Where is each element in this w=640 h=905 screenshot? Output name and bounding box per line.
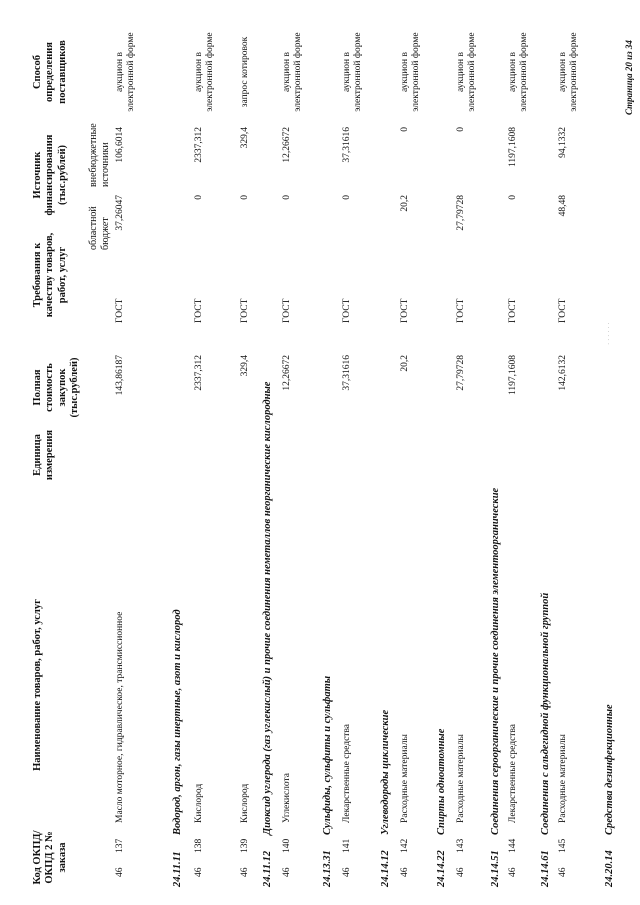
item-extrabudget: 1197,1608: [508, 127, 518, 168]
section-code: 24.11.11: [172, 851, 183, 887]
item-method: аукцион в электронной форме: [508, 32, 529, 112]
item-name: Масло моторное, гидравлическое, трансмиссионное: [115, 611, 125, 823]
item-regional-budget: 20,2: [400, 195, 410, 212]
order-number: 140: [282, 838, 292, 853]
section-heading: [604, 704, 616, 887]
section-heading: [436, 729, 448, 887]
section-title: Водород, аргон, газы инертные, азот и кислород: [172, 609, 183, 835]
item-method: аукцион в электронной форме: [558, 32, 579, 112]
order-prefix: 46: [115, 867, 125, 877]
order-number: 144: [508, 838, 518, 853]
item-name: Кислород: [240, 783, 250, 823]
order-prefix: 46: [342, 867, 352, 877]
section-heading: [262, 382, 274, 887]
header-source-extra: внебюджетные источники: [88, 123, 111, 187]
item-method: аукцион в электронной форме: [456, 32, 477, 112]
section-heading: [490, 488, 502, 887]
order-number: 138: [194, 838, 204, 853]
item-extrabudget: 329,4: [240, 127, 250, 149]
item-cost: 2337,312: [194, 355, 204, 391]
item-method: аукцион в электронной форме: [194, 32, 215, 112]
item-method: аукцион в электронной форме: [282, 32, 303, 112]
item-cost: 143,86187: [115, 355, 125, 396]
item-requirement: ГОСТ: [456, 298, 466, 323]
item-requirement: ГОСТ: [115, 298, 125, 323]
item-cost: 329,4: [240, 355, 250, 377]
item-extrabudget: 12,26672: [282, 127, 292, 163]
item-regional-budget: 0: [282, 195, 292, 200]
item-name: Лекарственные средства: [508, 723, 518, 823]
section-title: Соединения сероорганические и прочие соединения элементоорганические: [490, 487, 501, 835]
section-heading: [322, 676, 334, 887]
header-source: Источник финансирования (тыс.рублей): [32, 134, 68, 216]
section-code: 24.14.12: [380, 850, 391, 887]
item-extrabudget: 94,1332: [558, 127, 568, 158]
item-name: Расходные материалы: [456, 734, 466, 823]
item-regional-budget: 0: [194, 195, 204, 200]
item-extrabudget: 0: [456, 127, 466, 132]
page-number: Страница 20 из 34: [624, 40, 634, 115]
header-unit: Единица измерения: [32, 429, 56, 481]
item-regional-budget: 37,26047: [115, 195, 125, 231]
item-regional-budget: 0: [342, 195, 352, 200]
order-number: 139: [240, 838, 250, 853]
item-method: аукцион в электронной форме: [400, 32, 421, 112]
header-name: Наименование товаров, работ, услуг: [32, 599, 43, 771]
section-heading: [172, 609, 184, 887]
item-extrabudget: 106,6014: [115, 127, 125, 163]
section-title: Сульфиды, сульфиты и сульфаты: [322, 675, 333, 835]
item-regional-budget: 48,48: [558, 195, 568, 217]
item-name: Лекарственные средства: [342, 723, 352, 823]
item-cost: 142,6132: [558, 355, 568, 391]
item-name: Расходные материалы: [558, 734, 568, 823]
header-method: Способ определения поставщиков: [32, 40, 68, 104]
order-prefix: 46: [558, 867, 568, 877]
item-requirement: ГОСТ: [282, 298, 292, 323]
section-heading: [380, 710, 392, 887]
item-regional-budget: 0: [240, 195, 250, 200]
item-requirement: ГОСТ: [194, 298, 204, 323]
section-code: 24.14.51: [490, 850, 501, 887]
item-requirement: ГОСТ: [400, 298, 410, 323]
order-prefix: 46: [282, 867, 292, 877]
section-title: Соединения с альдегидной функциональной группой: [540, 592, 551, 835]
item-extrabudget: 2337,312: [194, 127, 204, 163]
item-extrabudget: 0: [400, 127, 410, 132]
item-requirement: ГОСТ: [558, 298, 568, 323]
section-title: Спирты одноатомные: [436, 728, 447, 835]
item-method: аукцион в электронной форме: [342, 32, 363, 112]
order-number: 145: [558, 838, 568, 853]
section-code: 24.11.12: [262, 850, 273, 887]
item-name: Кислород: [194, 783, 204, 823]
section-title: Углеводороды циклические: [380, 709, 391, 835]
item-cost: 12,26672: [282, 355, 292, 391]
item-name: Расходные материалы: [400, 734, 410, 823]
item-extrabudget: 37,31616: [342, 127, 352, 163]
item-requirement: ГОСТ: [240, 298, 250, 323]
section-title: Диоксид углерода (газ углекислый) и прочие соединения неметаллов неорганические кислородные: [262, 381, 273, 835]
header-code: Код ОКПД/ ОКПД 2 № заказа: [32, 830, 68, 885]
section-code: 24.14.22: [436, 850, 447, 887]
order-number: 143: [456, 838, 466, 853]
order-prefix: 46: [456, 867, 466, 877]
section-title: Средства дезинфекционные: [604, 704, 615, 835]
section-code: 24.20.14: [604, 850, 615, 887]
header-req: Требования к качеству товаров, работ, услуг: [32, 232, 68, 318]
scan-noise: · · · · · ·: [605, 322, 613, 345]
item-requirement: ГОСТ: [342, 298, 352, 323]
item-method: аукцион в электронной форме: [115, 32, 136, 112]
section-code: 24.13.31: [322, 850, 333, 887]
order-number: 141: [342, 838, 352, 853]
order-number: 137: [115, 838, 125, 853]
order-prefix: 46: [194, 867, 204, 877]
item-cost: 20,2: [400, 355, 410, 372]
order-prefix: 46: [508, 867, 518, 877]
header-cost: Полная стоимость закупок (тыс.рублей): [32, 357, 81, 418]
section-heading: [540, 593, 552, 887]
item-cost: 27,79728: [456, 355, 466, 391]
item-requirement: ГОСТ: [508, 298, 518, 323]
header-source-regional: областной бюджет: [88, 206, 111, 250]
item-regional-budget: 27,79728: [456, 195, 466, 231]
order-number: 142: [400, 838, 410, 853]
section-code: 24.14.61: [540, 850, 551, 887]
item-cost: 1197,1608: [508, 355, 518, 396]
item-name: Углекислота: [282, 772, 292, 823]
item-cost: 37,31616: [342, 355, 352, 391]
item-regional-budget: 0: [508, 195, 518, 200]
order-prefix: 46: [240, 867, 250, 877]
item-method: запрос котировок: [240, 36, 250, 108]
order-prefix: 46: [400, 867, 410, 877]
